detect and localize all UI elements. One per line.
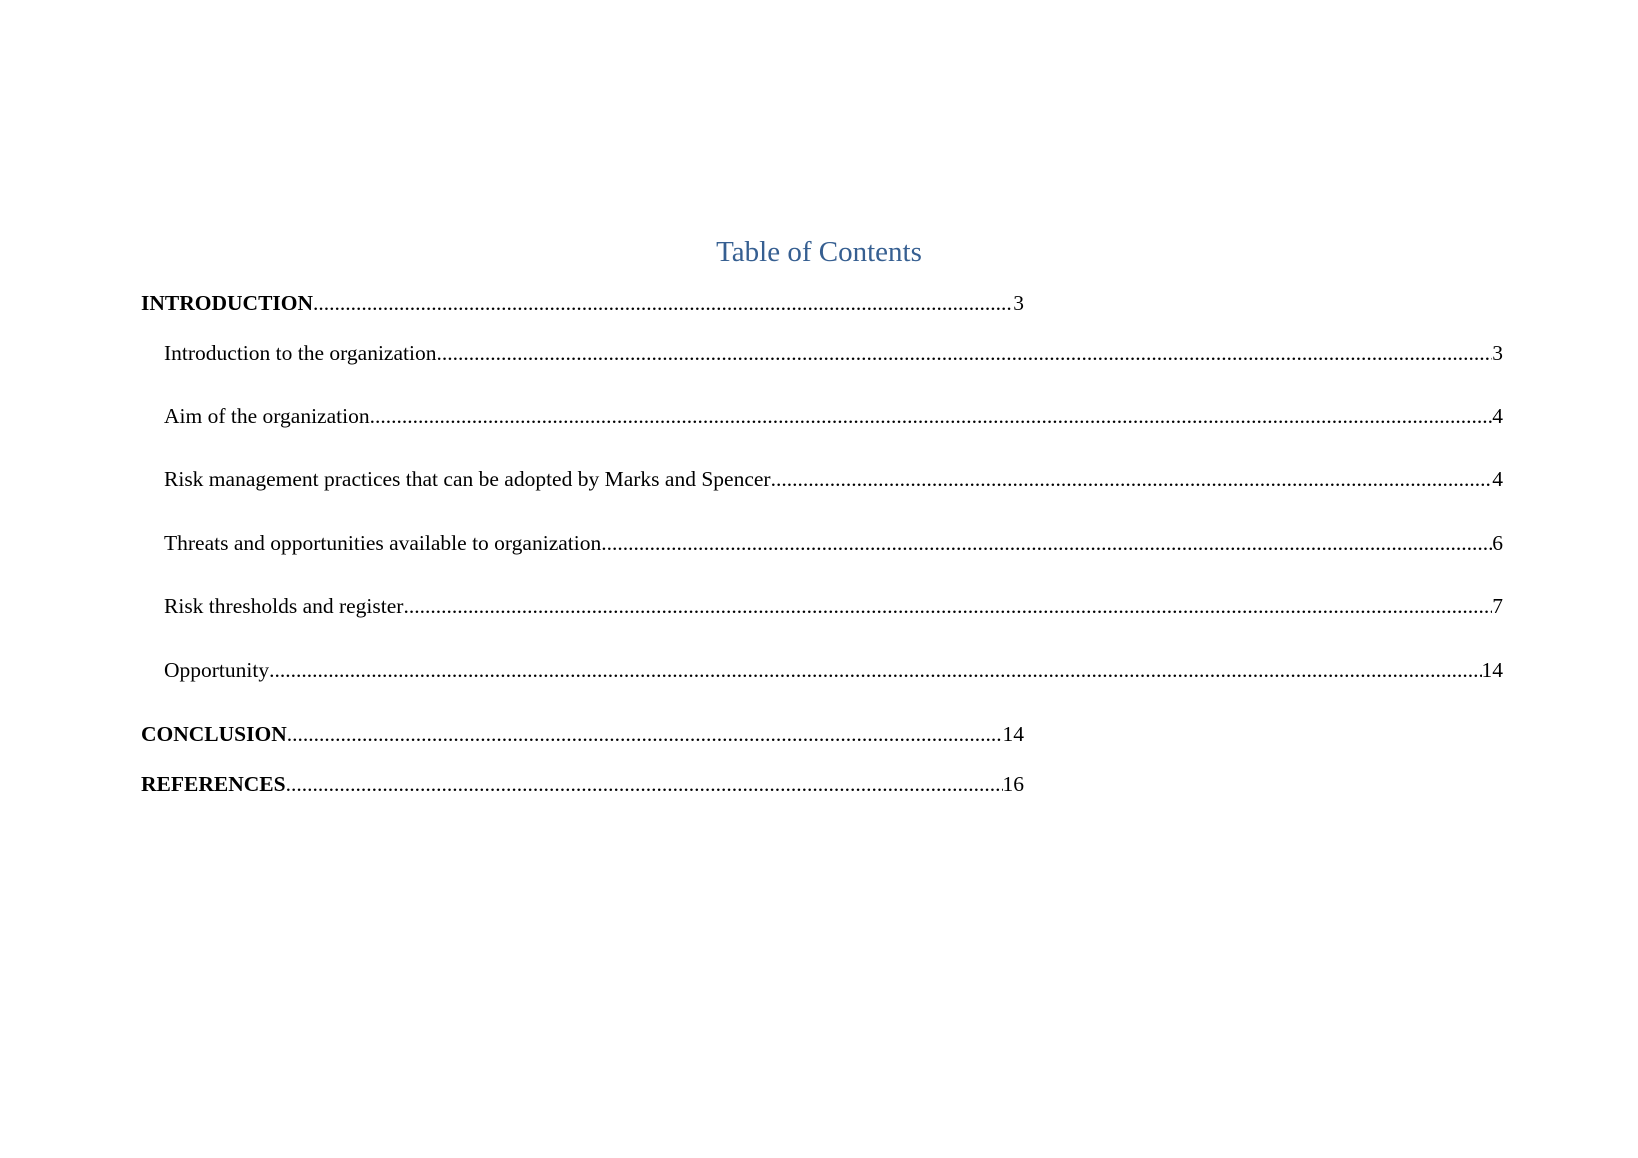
toc-entry-label: REFERENCES: [141, 772, 286, 796]
toc-page-number: 16: [1002, 772, 1024, 796]
toc-entry-introduction-to-organization[interactable]: [164, 339, 1503, 367]
toc-entry-label: CONCLUSION: [141, 722, 287, 746]
toc-page-number: 3: [1492, 341, 1503, 365]
toc-title: Table of Contents: [716, 236, 922, 268]
toc-entry-threats-and-opportunities[interactable]: [164, 529, 1503, 557]
toc-entry-references[interactable]: [141, 770, 1024, 798]
dot-leader: [370, 402, 1493, 430]
dot-leader: [403, 592, 1492, 620]
toc-entry-conclusion[interactable]: [141, 720, 1024, 748]
toc-entry-risk-thresholds-and-register[interactable]: [164, 592, 1503, 620]
toc-page-number: 6: [1492, 531, 1503, 555]
toc-entry-label: Risk thresholds and register: [164, 594, 404, 618]
toc-page-number: 14: [1002, 722, 1024, 746]
toc-entry-label: Threats and opportunities available to organization: [164, 531, 602, 555]
toc-entry-risk-management-practices[interactable]: [164, 465, 1503, 493]
dot-leader: [436, 339, 1492, 367]
toc-entry-opportunity[interactable]: [164, 656, 1503, 684]
toc-page-number: 4: [1492, 404, 1503, 428]
dot-leader: [287, 720, 1003, 748]
toc-page-number: 3: [1013, 291, 1024, 315]
toc-page-number: 14: [1481, 658, 1503, 682]
toc-entry-label: INTRODUCTION: [141, 291, 314, 315]
toc-page-number: 7: [1492, 594, 1503, 618]
toc-entry-label: Aim of the organization: [164, 404, 370, 428]
toc-entry-aim-of-organization[interactable]: [164, 402, 1503, 430]
dot-leader: [269, 656, 1481, 684]
toc-entry-label: Introduction to the organization: [164, 341, 437, 365]
dot-leader: [313, 289, 1013, 317]
toc-entry-introduction[interactable]: [141, 289, 1024, 317]
dot-leader: [601, 529, 1492, 557]
dot-leader: [771, 465, 1493, 493]
dot-leader: [286, 770, 1003, 798]
toc-page-number: 4: [1492, 467, 1503, 491]
toc-entry-label: Opportunity: [164, 658, 270, 682]
toc-entry-label: Risk management practices that can be adopted by Marks and Spencer: [164, 467, 771, 491]
